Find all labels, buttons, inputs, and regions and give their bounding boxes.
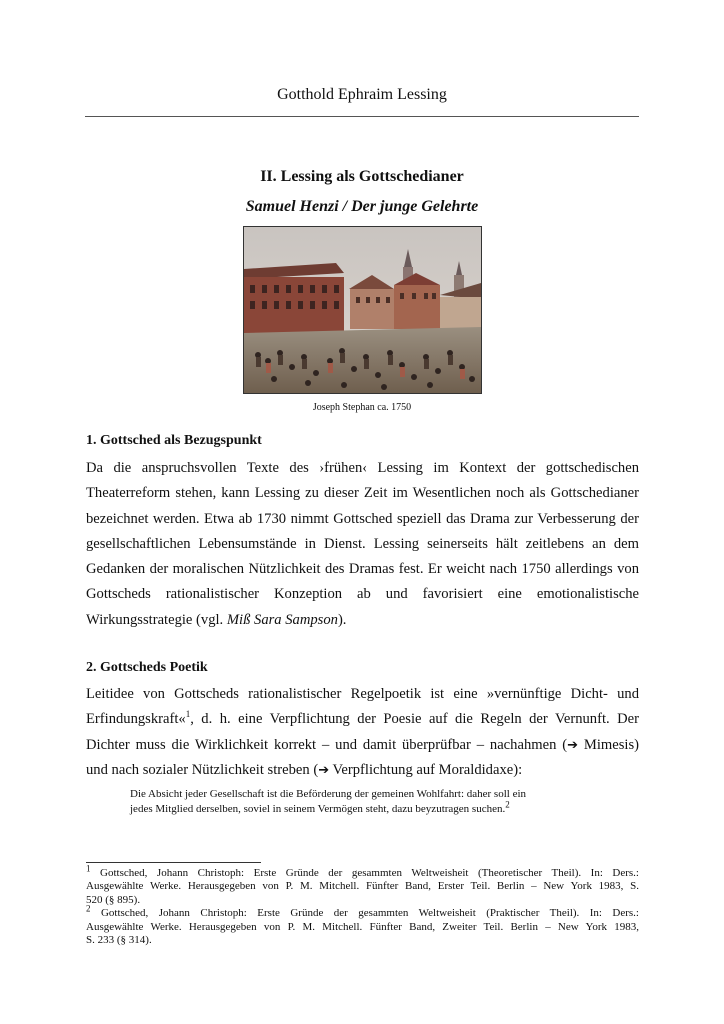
- text-line: [86, 758, 639, 783]
- text-line: gesellschaftlichen Lebensumstände in Dienst. Lessing seinerseits hält zeitlebens an dem: [86, 535, 639, 552]
- town-square-painting: [243, 226, 482, 394]
- header-rule: [85, 116, 639, 117]
- footnote-line: [86, 903, 639, 920]
- text-fragment: ).: [337, 611, 347, 628]
- footnote-line: 520 (§ 895).: [86, 893, 141, 906]
- footnote-marker: 2: [86, 903, 91, 914]
- arrow-right-icon: ➔: [318, 762, 330, 778]
- text-fragment: Mimesis): [578, 736, 639, 753]
- chapter-subtitle: Samuel Henzi / Der junge Gelehrte: [245, 198, 479, 215]
- text-line: Gedanken der moralischen Nützlichkeit des Dramas fest. Er weicht nach 1750 allerdings von: [86, 561, 639, 578]
- quote-line: [130, 798, 600, 817]
- text-fragment: Gottsched, Johann Christoph: Erste Gründe der gesammten Weltweisheit (Praktischer Theil). In: Ders.:: [90, 907, 639, 920]
- footnote-2: [86, 903, 639, 947]
- footnote-marker: 1: [86, 863, 91, 874]
- text-fragment: und nach sozialer Nützlichkeit streben (: [86, 761, 319, 778]
- chapter-title: II. Lessing als Gottschedianer: [260, 168, 464, 185]
- footnote-rule: [86, 862, 261, 863]
- footnote-1: [86, 863, 639, 907]
- footnote-ref: 2: [505, 798, 510, 809]
- text-fragment: Verpflichtung auf Moraldidaxe):: [329, 761, 523, 778]
- section-2-paragraph: [86, 682, 639, 783]
- text-line: [86, 733, 639, 758]
- arrow-right-icon: ➔: [567, 737, 578, 753]
- section-1-heading: 1. Gottsched als Bezugspunkt: [86, 433, 262, 448]
- text-fragment: , d. h. eine Verpflichtung der Poesie auf die Regeln der Vernunft. Der: [190, 711, 639, 728]
- text-line: Gottscheds rationalistischer Konzeption ab und favorisiert eine emotionalistische: [86, 586, 639, 603]
- text-fragment: Wirkungsstrategie (vgl.: [86, 611, 227, 628]
- figure-caption: Joseph Stephan ca. 1750: [312, 402, 412, 413]
- text-fragment: jedes Mitglied derselben, soviel in seinem Vermögen steht, dazu beyzutragen suchen.: [130, 802, 506, 815]
- quote-line: Die Absicht jeder Gesellschaft ist die Beförderung der gemeinen Wohlfahrt: daher soll ein: [130, 788, 527, 800]
- footnote-ref: 1: [185, 709, 191, 720]
- running-header: Gotthold Ephraim Lessing: [277, 86, 447, 103]
- text-fragment: Dichter muss die Wirklichkeit korrekt – und damit überprüfbar – nachahmen (: [86, 736, 568, 753]
- work-title: Miß Sara Sampson: [226, 611, 338, 628]
- footnote-line: S. 233 (§ 314).: [86, 934, 152, 947]
- footnote-line: Ausgewählte Werke. Herausgegeben von P. M. Mitchell. Fünfter Band, Erster Teil. Berlin – New York 1983, S.: [86, 880, 639, 893]
- footnote-line: [86, 863, 639, 880]
- text-fragment: Erfindungskraft«: [86, 711, 186, 728]
- text-fragment: Gottsched, Johann Christoph: Erste Gründe der gesammten Weltweisheit (Theoretischer Theil). In: Ders.:: [90, 867, 639, 879]
- section-1-paragraph: [86, 456, 639, 633]
- text-line: Da die anspruchsvollen Texte des ›frühen‹ Lessing im Kontext der gottschedischen: [86, 460, 639, 476]
- text-line: Theaterreform stehen, kann Lessing zu dieser Zeit im Wesentlichen noch als Gottschedianer: [86, 485, 639, 502]
- section-2-heading: 2. Gottscheds Poetik: [86, 660, 208, 675]
- text-line: [86, 608, 639, 633]
- text-line: bezeichnet werden. Etwa ab 1730 nimmt Gottsched speziell das Drama zur Verbesserung der: [86, 510, 639, 527]
- block-quote: [130, 787, 600, 816]
- text-line: Leitidee von Gottscheds rationalistischer Regelpoetik ist eine »vernünftige Dicht- und: [86, 686, 639, 702]
- footnote-line: Ausgewählte Werke. Herausgegeben von P. M. Mitchell. Fünfter Band, Zweiter Teil. Berlin – New York 1983,: [86, 920, 639, 933]
- text-line: [86, 707, 639, 732]
- footnotes: [86, 863, 639, 947]
